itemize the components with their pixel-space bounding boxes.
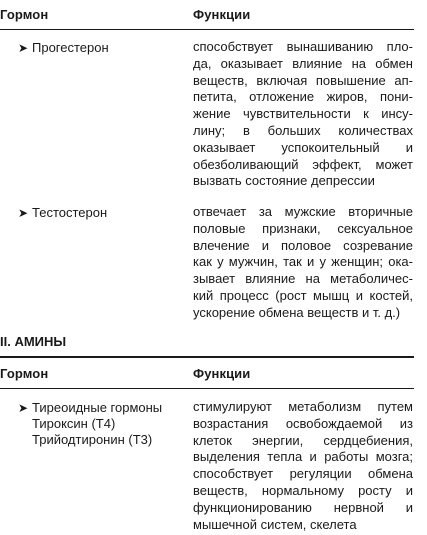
table-row-hormone (18, 205, 107, 221)
hormone-name: Прогестерон (32, 40, 109, 55)
table-row-hormone (18, 40, 109, 56)
function-line: вызвать состояние депрессии (193, 173, 375, 189)
header-rule (0, 29, 414, 30)
section-title: II. АМИНЫ (0, 334, 67, 349)
hormone-name: Тиреоидные гормоны (32, 400, 163, 415)
function-line: функционированию нервной и (193, 499, 413, 515)
function-line: лину; в больших количествах (193, 122, 413, 138)
function-line: мышечной систем, скелета (193, 516, 357, 532)
function-line: клеток энергии, сердцебиения, (193, 432, 413, 448)
header-rule (0, 388, 414, 389)
function-line: жение чувствительности к инсу- (193, 106, 413, 122)
function-line: отвечает за мужские вторичные (193, 204, 413, 219)
column-header-hormone: Гормон (0, 7, 49, 22)
function-line: кий процесс (рост мышц и костей, (193, 287, 413, 303)
table-row-functions (193, 39, 413, 190)
function-line: веществ, включая повышение ап- (193, 72, 413, 88)
hormone-subitem: Тироксин (Т4) (32, 416, 116, 431)
section-rule (0, 356, 414, 358)
function-line: обезболивающий эффект, может (193, 156, 413, 172)
function-line: петита, отложение жиров, пони- (193, 89, 413, 105)
arrowhead-right-icon: ➤ (18, 41, 29, 55)
hormone-name: Тестостерон (32, 205, 108, 220)
arrowhead-right-icon: ➤ (18, 401, 29, 415)
function-line: выделения тепла и работы мозга; (193, 449, 413, 465)
function-line: стимулируют метаболизм путем (193, 399, 413, 414)
function-line: как у мужчин, так и у женщин; ока- (193, 254, 413, 270)
table-row-functions (193, 204, 413, 322)
arrowhead-right-icon: ➤ (18, 206, 29, 220)
column-header-functions: Функции (193, 7, 251, 22)
function-line: способствует вынашиванию пло- (193, 39, 413, 54)
function-line: половые признаки, сексуальное (193, 220, 413, 236)
function-line: возрастания освобождаемой из (193, 415, 413, 431)
function-line: да, оказывает влияние на обмен (193, 55, 413, 71)
function-line: способствует регуляции обмена (193, 466, 413, 482)
function-line: оказывает успокоительный и (193, 139, 413, 155)
column-header-functions: Функции (193, 366, 251, 381)
hormone-subitem: Трийодтиронин (Т3) (32, 432, 153, 447)
function-line: влечение и половое созревание (193, 237, 413, 253)
function-line: веществ, нормальному росту и (193, 482, 413, 498)
column-header-hormone: Гормон (0, 366, 49, 381)
table-row-hormone (18, 400, 162, 448)
function-line: ускорение обмена веществ и т. д.) (193, 304, 401, 320)
function-line: зывает влияние на метаболичес- (193, 271, 413, 287)
table-row-functions (193, 399, 413, 533)
